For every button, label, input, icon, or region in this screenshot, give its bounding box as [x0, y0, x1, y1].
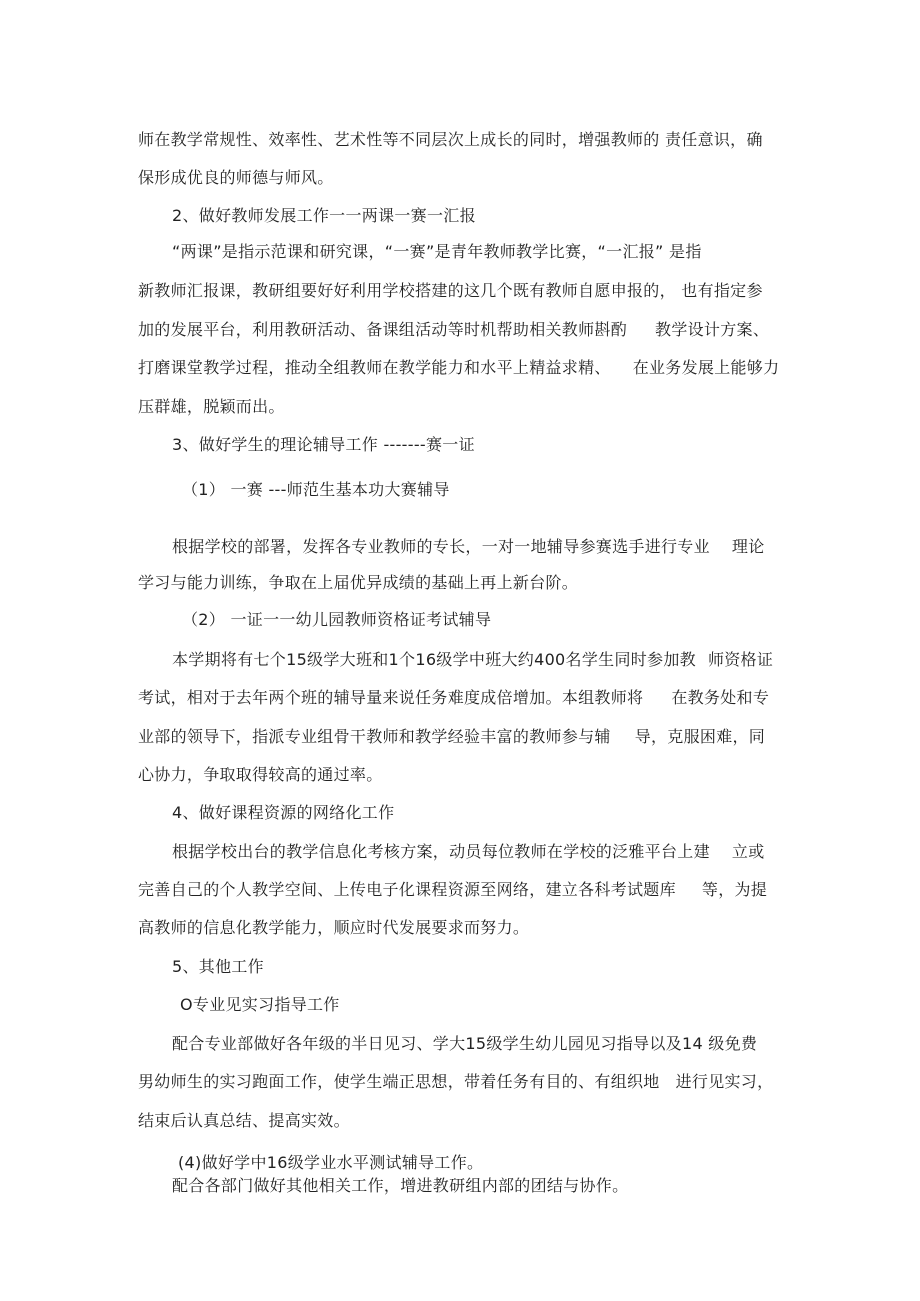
section-5-1-para-line-2a: 男幼师生的实习跑面工作，使学生端正思想，带着任务有目的、有组织地 — [138, 1072, 660, 1091]
section-5-heading: 5、其他工作 — [172, 957, 264, 976]
closing-paragraph: 配合各部门做好其他相关工作，增进教研组内部的团结与协作。 — [172, 1176, 629, 1195]
section-2-para-line-4 — [138, 358, 779, 378]
section-5-1-para-line-1: 配合专业部做好各年级的半日见习、学大15级学生幼儿园见习指导以及14 级免费 — [172, 1034, 758, 1053]
section-5-1-para-line-2b: 进行见实习， — [675, 1072, 774, 1091]
section-4-para-line-2a: 完善自己的个人教学空间、上传电子化课程资源至网络，建立各科考试题库 — [138, 880, 676, 899]
section-3-2-para-line-2b: 在教务处和专 — [671, 688, 770, 707]
section-3-1-para-line-1b: 理论 — [731, 537, 765, 556]
section-3-2-heading: （2） 一证一一幼儿园教师资格证考试辅导 — [182, 610, 492, 629]
section-3-2-para-line-3a: 业部的领导下，指派专业组骨干教师和教学经验丰富的教师参与辅 — [138, 727, 611, 746]
section-3-1-para-line-2: 学习与能力训练，争取在上届优异成绩的基础上再上新台阶。 — [138, 573, 579, 592]
section-5-1-para-line-2 — [138, 1072, 773, 1092]
section-3-2-para-line-4: 心协力，争取取得较高的通过率。 — [138, 765, 383, 784]
section-2-para-line-1: “两课”是指示范课和研究课，“一赛”是青年教师教学比赛，“一汇报” 是指 — [172, 242, 702, 261]
section-4-para-line-2 — [138, 880, 767, 900]
section-3-2-para-line-1b: 师资格证 — [707, 650, 774, 669]
intro-line-2: 保形成优良的师德与师风。 — [138, 168, 334, 187]
section-3-heading: 3、做好学生的理论辅导工作 -------赛一证 — [172, 435, 475, 454]
section-4-para-line-3: 高教师的信息化教学能力，顺应时代发展要求而努力。 — [138, 918, 530, 937]
section-2-para-line-4a: 打磨课堂教学过程，推动全组教师在教学能力和水平上精益求精、 — [138, 358, 611, 377]
intro-line-1: 师在教学常规性、效率性、艺术性等不同层次上成长的同时，增强教师的 责任意识，确 — [138, 130, 763, 149]
section-4-heading: 4、做好课程资源的网络化工作 — [172, 803, 395, 822]
section-5-1-heading: O专业见实习指导工作 — [180, 995, 340, 1014]
section-3-2-para-line-3 — [138, 727, 765, 747]
section-3-1-heading: （1） 一赛 ---师范生基本功大赛辅导 — [182, 480, 450, 499]
section-5-1-para-line-3: 结束后认真总结、提高实效。 — [138, 1111, 350, 1130]
section-3-2-para-line-1a: 本学期将有七个15级学大班和1个16级学中班大约400名学生同时参加教 — [172, 650, 696, 669]
section-4-para-line-2b: 等，为提 — [701, 880, 768, 899]
section-2-para-line-5: 压群雄，脱颖而出。 — [138, 397, 285, 416]
section-2-para-line-3b: 教学设计方案、 — [655, 320, 770, 339]
section-3-2-para-line-2a: 考试，相对于去年两个班的辅导量来说任务难度成倍增加。本组教师将 — [138, 688, 644, 707]
section-3-1-para-line-1a: 根据学校的部署，发挥各专业教师的专长，一对一地辅导参赛选手进行专业 — [172, 537, 710, 556]
section-3-2-para-line-3b: 导，克服困难，同 — [634, 727, 766, 746]
section-4-para-line-1b: 立或 — [731, 842, 765, 861]
section-5-4-heading: (4)做好学中16级学业水平测试辅导工作。 — [178, 1153, 484, 1172]
section-3-2-para-line-2 — [138, 688, 769, 708]
section-2-para-line-2: 新教师汇报课，教研组要好好利用学校搭建的这几个既有教师自愿申报的， 也有指定参 — [138, 281, 763, 300]
section-3-2-para-line-1 — [172, 650, 773, 670]
section-4-para-line-1a: 根据学校出台的教学信息化考核方案，动员每位教师在学校的泛雅平台上建 — [172, 842, 710, 861]
section-2-para-line-4b: 在业务发展上能够力 — [632, 358, 780, 377]
section-4-para-line-1 — [172, 842, 765, 862]
section-2-para-line-3a: 加的发展平台，利用教研活动、备课组活动等时机帮助相关教师斟酌 — [138, 320, 628, 339]
section-2-heading: 2、做好教师发展工作一一两课一赛一汇报 — [172, 206, 476, 225]
section-3-1-para-line-1 — [172, 537, 765, 557]
section-2-para-line-3 — [138, 320, 769, 340]
